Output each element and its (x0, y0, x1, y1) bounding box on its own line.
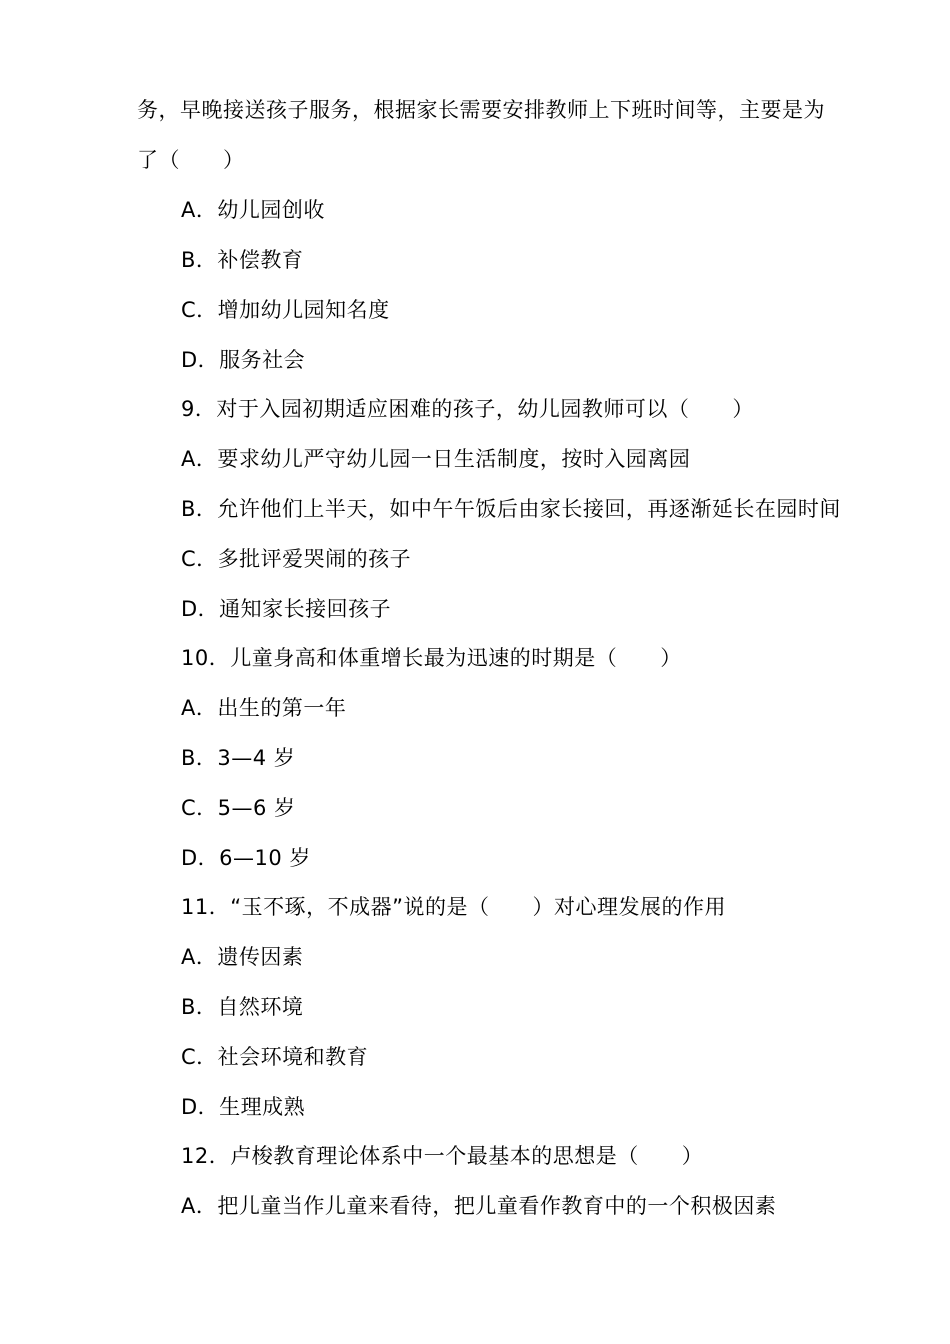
q9-option-d: D．通知家长接回孩子 (181, 597, 392, 621)
q12-option-a: A．把儿童当作儿童来看待，把儿童看作教育中的一个积极因素 (181, 1194, 777, 1218)
question-10-stem: 10．儿童身高和体重增长最为迅速的时期是（ ） (181, 646, 682, 670)
q8-option-a: A．幼儿园创收 (181, 198, 325, 222)
q10-option-b: B．3—4 岁 (181, 746, 296, 770)
q8-option-c: C．增加幼儿园知名度 (181, 298, 390, 322)
question-12-stem: 12．卢梭教育理论体系中一个最基本的思想是（ ） (181, 1144, 704, 1168)
q10-option-d: D．6—10 岁 (181, 846, 311, 870)
q10-option-c: C．5—6 岁 (181, 796, 296, 820)
q11-option-b: B．自然环境 (181, 995, 304, 1019)
q9-option-a: A．要求幼儿严守幼儿园一日生活制度，按时入园离园 (181, 447, 691, 471)
q9-option-b: B．允许他们上半天，如中午午饭后由家长接回，再逐渐延长在园时间 (181, 497, 841, 521)
q8-option-d: D．服务社会 (181, 348, 306, 372)
q11-option-d: D．生理成熟 (181, 1095, 306, 1119)
question-9-stem: 9．对于入园初期适应困难的孩子，幼儿园教师可以（ ） (181, 397, 754, 421)
question-11-stem: 11．“玉不琢，不成器”说的是（ ）对心理发展的作用 (181, 895, 726, 919)
q10-option-a: A．出生的第一年 (181, 696, 347, 720)
q9-option-c: C．多批评爱哭闹的孩子 (181, 547, 412, 571)
question-8-stem-end: 了（ ） (137, 148, 245, 172)
q11-option-c: C．社会环境和教育 (181, 1045, 369, 1069)
q11-option-a: A．遗传因素 (181, 945, 304, 969)
question-8-stem-continuation: 务，早晚接送孩子服务，根据家长需要安排教师上下班时间等，主要是为 (137, 98, 825, 122)
q8-option-b: B．补偿教育 (181, 248, 304, 272)
